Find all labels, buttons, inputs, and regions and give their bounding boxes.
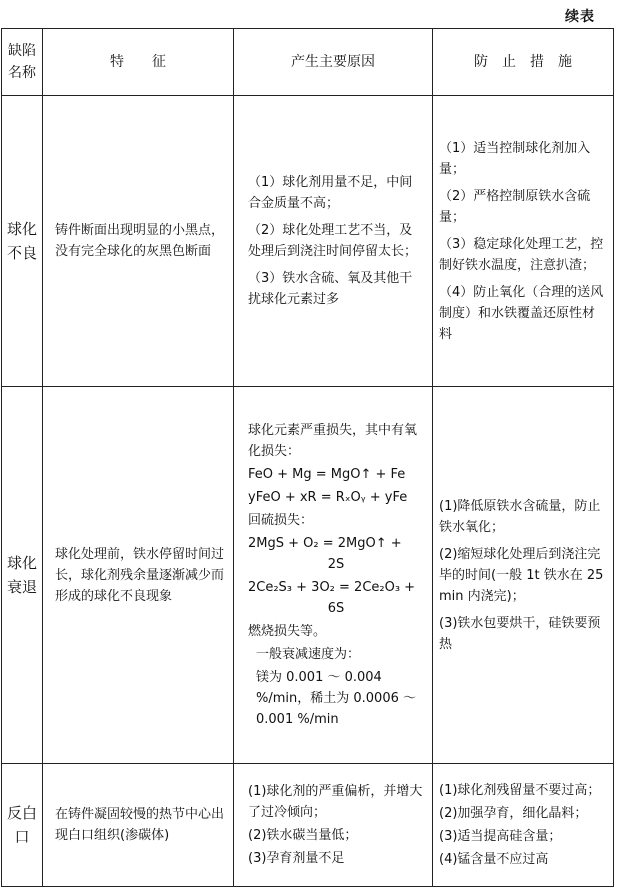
header-defect-name [2,29,43,96]
header-cause: 产生主要原因 [234,29,433,96]
sulfur-equation-2-cont: 6S [327,601,345,616]
prevention-item: (3)铁水包要烘干，硅铁要预热 [439,615,601,652]
table-row [2,764,614,887]
sulfur-equation-1 [248,533,424,575]
cause-intro: 球化元素严重损失，其中有氧化损失： [248,423,418,459]
header-name-line1: 缺陷 [8,43,36,59]
header-row [2,29,614,96]
feature-cell [43,387,234,764]
feature-cell [43,96,234,387]
feature-cell [43,764,234,887]
sulfur-return-label: 回硫损失： [248,513,314,528]
cause-item: (1)球化剂的严重偏析，并增大了过冷倾向； [248,784,423,820]
defect-name-line2: 衰退 [6,578,37,596]
prevention-item: （1）适当控制球化剂加入量； [439,140,591,177]
defect-name [2,387,43,764]
feature-text: 铸件断面出现明显的小黑点，没有完全球化的灰黑色断面 [55,223,225,259]
defect-name-line1: 球化 [6,220,37,238]
prevention-item: (3)适当提高硅含量； [439,829,562,844]
decay-rate-detail: 镁为 0.001 ～ 0.004 %/min，稀土为 0.0006 ～0.001 %/min [256,670,416,727]
prevention-item: （2）严格控制原铁水含硫量； [439,188,591,225]
table-row [2,387,614,764]
prevention-item: (2)缩短球化处理后到浇注完毕的时间(一般 1t 铁水在 25 min 内浇完)； [439,546,604,604]
prevention-item: (4)锰含量不应过高 [439,852,549,867]
decay-rate-label: 一般衰减速度为： [256,647,361,662]
cause-cell [234,764,433,887]
defect-name-line1: 反白 [6,804,37,822]
feature-text: 球化处理前，铁水停留时间过长，球化剂残余量逐渐减少而形成的球化不良现象 [55,546,225,604]
cause-item: （2）球化处理工艺不当，及处理后到浇注时间停留太长； [248,223,418,259]
prevention-item: （4）防止氧化（合理的送风制度）和水铁覆盖还原性材料 [439,284,604,342]
cause-item: (2)铁水碳当量低； [248,828,358,843]
header-prevention: 防 止 措 施 [433,29,614,96]
oxidation-equation-1: FeO + Mg = MgO↑ + Fe [248,467,406,482]
feature-text: 在铸件凝固较慢的热节中心出现白口组织(渗碳体) [55,807,225,843]
defect-name-line2: 不良 [6,244,37,262]
sulfur-equation-1-cont: 2S [327,557,345,572]
prevention-cell [433,387,614,764]
defect-name-line2: 口 [14,828,30,846]
cause-item: （3）铁水含硫、氧及其他干扰球化元素过多 [248,271,413,307]
sulfur-equation-1-main: 2MgS + O₂ = 2MgO↑ + [248,536,402,551]
prevention-item: (2)加强孕育，细化晶料； [439,806,588,821]
cause-item: （1）球化剂用量不足，中间合金质量不高； [248,175,413,211]
burn-loss-text: 燃烧损失等。 [248,624,327,639]
header-feature: 特 征 [43,29,234,96]
cause-item: (3)孕育剂量不足 [248,851,345,866]
defect-name-line1: 球化 [6,554,37,572]
continued-label: 续表 [565,9,595,25]
prevention-item: （3）稳定球化处理工艺，控制好铁水温度，注意扒渣； [439,236,604,273]
prevention-item: (1)球化剂残留量不要过高； [439,783,601,798]
defect-name [2,764,43,887]
defects-table [1,28,614,887]
defect-name [2,96,43,387]
header-name-line2: 名称 [8,65,36,81]
table-row [2,96,614,387]
cause-cell [234,387,433,764]
prevention-cell [433,764,614,887]
prevention-cell [433,96,614,387]
prevention-item: (1)降低原铁水含硫量，防止铁水氧化； [439,498,601,535]
oxidation-equation-2: yFeO + xR = RₓOᵧ + yFe [248,490,408,505]
cause-cell [234,96,433,387]
sulfur-equation-2 [248,577,424,619]
sulfur-equation-2-main: 2Ce₂S₃ + 3O₂ = 2Ce₂O₃ + [248,580,416,595]
